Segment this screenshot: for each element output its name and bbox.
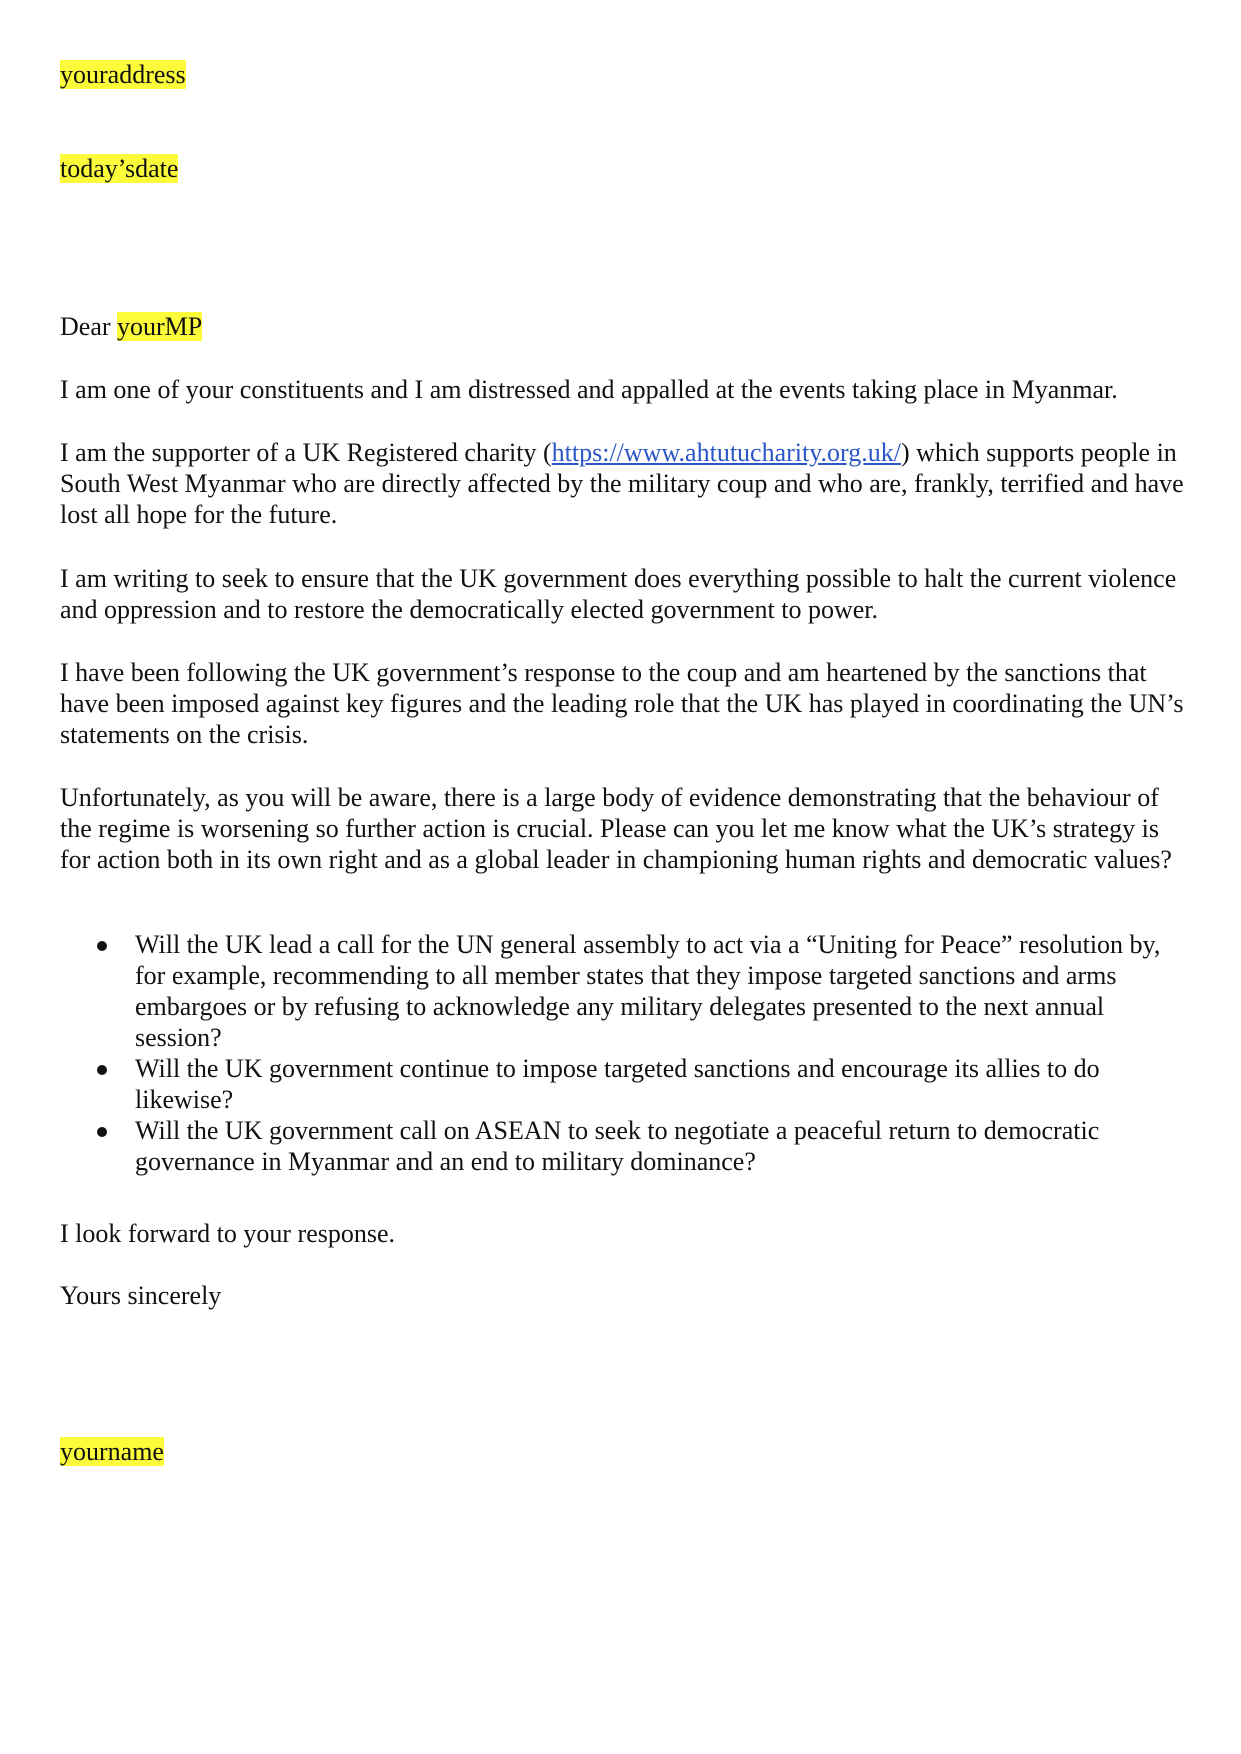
- paragraph-response: I have been following the UK government’s response to the coup and am heartened by the sanctions that have been imposed against key figures and the leading role that the UK has played in coordinating the UN’s statements on the crisis.: [60, 658, 1184, 749]
- bullet-icon: [97, 941, 107, 951]
- charity-link[interactable]: https://www.ahtutucharity.org.uk/: [551, 438, 901, 467]
- paragraph-charity: [60, 437, 1190, 530]
- list-item: [60, 1115, 1190, 1177]
- address-line: [60, 59, 1190, 90]
- question-text: Will the UK government call on ASEAN to seek to negotiate a peaceful return to democratic governance in Myanmar and an end to military dominance?: [135, 1116, 1100, 1176]
- name-line: [60, 1436, 1190, 1467]
- salutation-text: Dear: [60, 312, 111, 341]
- mp-placeholder[interactable]: yourMP: [117, 312, 203, 341]
- name-placeholder[interactable]: yourname: [60, 1437, 164, 1466]
- salutation-line: [60, 311, 1190, 342]
- bullet-icon: [97, 1065, 107, 1075]
- date-placeholder[interactable]: today’sdate: [60, 154, 179, 183]
- paragraph-evidence: Unfortunately, as you will be aware, there is a large body of evidence demonstrating that the behaviour of the regime is worsening so further action is crucial. Please can you let me know what the UK’s strategy is for action both in its own right and as a global leader in championing human rights and democratic values?: [60, 783, 1172, 874]
- bullet-icon: [97, 1127, 107, 1137]
- list-item: [60, 1053, 1190, 1115]
- question-text: Will the UK government continue to impose targeted sanctions and encourage its allies to do likewise?: [135, 1054, 1100, 1114]
- paragraph-charity-intro: I am the supporter of a UK Registered charity (: [60, 438, 552, 467]
- date-line: [60, 153, 1190, 184]
- paragraph-charity-rest: ) which supports people in South West Myanmar who are directly affected by the military coup and who are, frankly, terrified and have lost all hope for the future.: [60, 438, 1184, 529]
- questions-list: [60, 929, 1190, 1177]
- sign-off: Yours sincerely: [60, 1281, 222, 1310]
- question-text: Will the UK lead a call for the UN general assembly to act via a “Uniting for Peace” resolution by, for example, recommending to all member states that they impose targeted sanctions and arms embargoes or by refusing to acknowledge any military delegates presented to the next annual session?: [135, 930, 1161, 1052]
- address-placeholder[interactable]: youraddress: [60, 60, 186, 89]
- list-item: [60, 929, 1190, 1053]
- paragraph-purpose: I am writing to seek to ensure that the UK government does everything possible to halt the current violence and oppression and to restore the democratically elected government to power.: [60, 564, 1177, 624]
- paragraph-constituent: I am one of your constituents and I am distressed and appalled at the events taking place in Myanmar.: [60, 375, 1118, 404]
- closing-line: I look forward to your response.: [60, 1219, 396, 1248]
